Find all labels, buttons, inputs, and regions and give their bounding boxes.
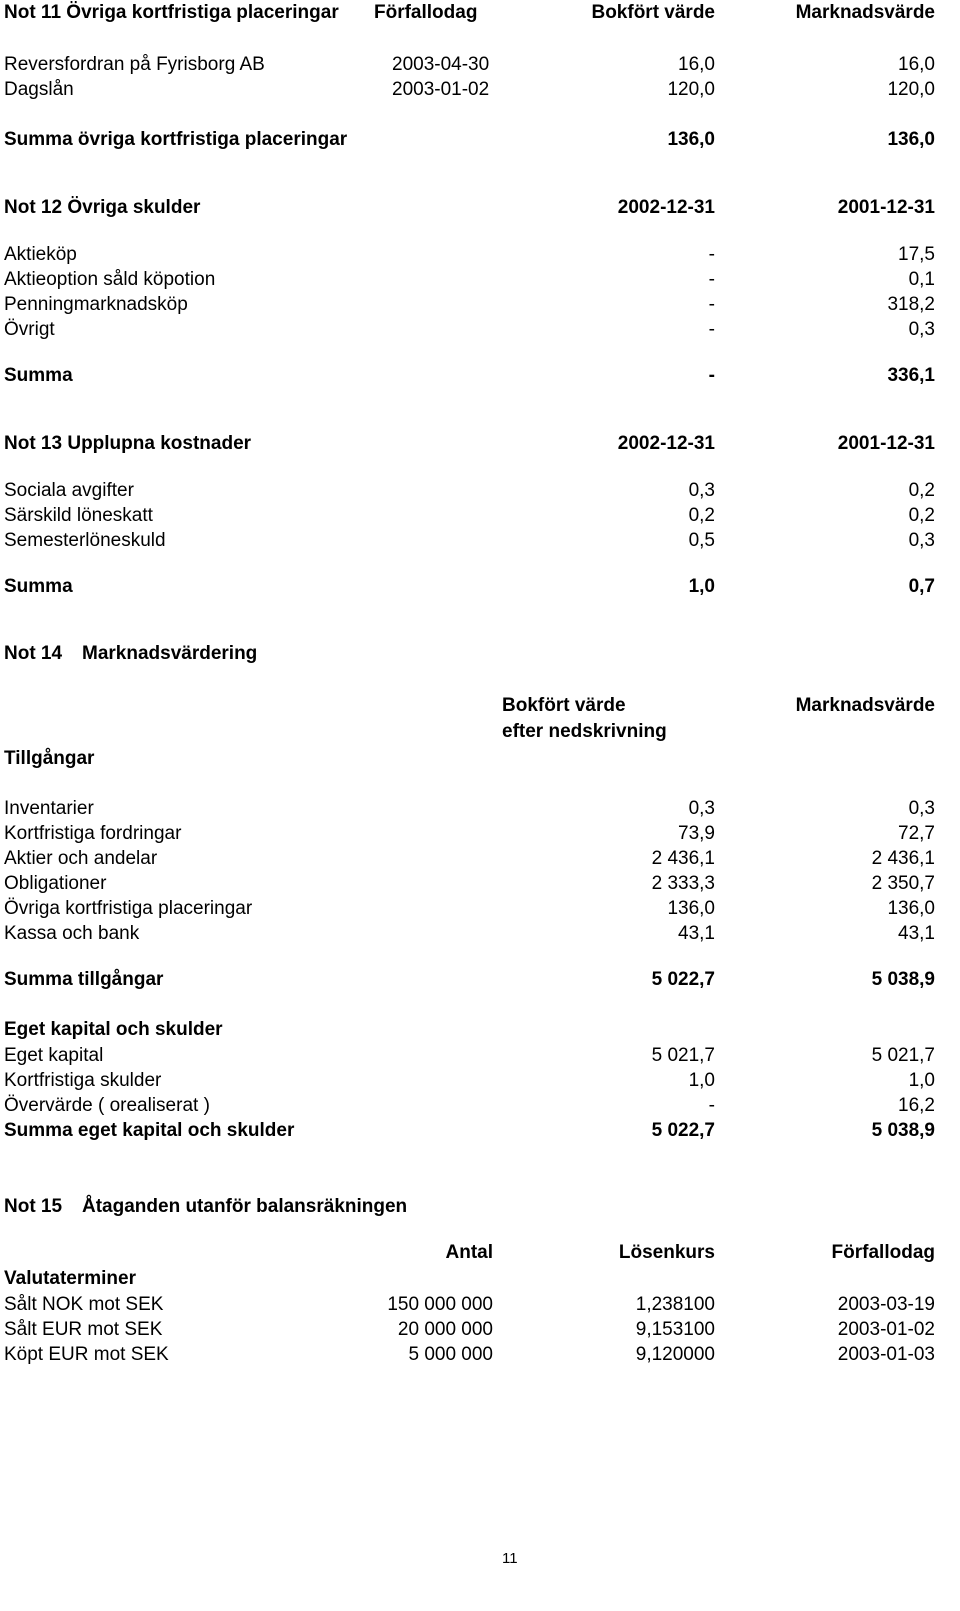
note15-row-strike: 9,153100 xyxy=(635,1319,715,1340)
note14-assets-heading: Tillgångar xyxy=(4,748,95,769)
note15-row-amount: 5 000 000 xyxy=(408,1344,493,1365)
note14-equity-book: 5 021,7 xyxy=(651,1045,715,1066)
note15-title: Åtaganden utanför balansräkningen xyxy=(82,1196,408,1217)
note11-row-book: 120,0 xyxy=(667,79,715,100)
note11-total-label: Summa övriga kortfristiga placeringar xyxy=(4,129,348,150)
note13-col-2001: 2001-12-31 xyxy=(837,433,935,454)
note13-col-2002: 2002-12-31 xyxy=(617,433,715,454)
note14-asset-market: 0,3 xyxy=(908,798,935,819)
note15-row-label: Sålt NOK mot SEK xyxy=(4,1294,164,1315)
note14-asset-label: Övriga kortfristiga placeringar xyxy=(4,898,253,919)
note11-total-book: 136,0 xyxy=(667,129,715,150)
note11-col-book: Bokfört värde xyxy=(591,2,715,23)
note14-asset-label: Kortfristiga fordringar xyxy=(4,823,182,844)
note11-col-market: Marknadsvärde xyxy=(795,2,935,23)
note12-row-2002: - xyxy=(708,244,715,265)
note11-title: Not 11 Övriga kortfristiga placeringar xyxy=(4,2,339,23)
note14-asset-market: 2 436,1 xyxy=(871,848,935,869)
note14-title: Marknadsvärdering xyxy=(82,643,258,664)
note12-title: Not 12 Övriga skulder xyxy=(4,197,201,218)
note13-row-2001: 0,2 xyxy=(908,480,935,501)
note13-row-2001: 0,2 xyxy=(908,505,935,526)
note15-row-due: 2003-01-02 xyxy=(837,1319,935,1340)
note14-equity-total-market: 5 038,9 xyxy=(871,1120,935,1141)
note13-row-2002: 0,5 xyxy=(688,530,715,551)
note14-asset-label: Obligationer xyxy=(4,873,107,894)
note11-row-due: 2003-01-02 xyxy=(392,79,490,100)
note15-row-label: Sålt EUR mot SEK xyxy=(4,1319,163,1340)
note15-row-label: Köpt EUR mot SEK xyxy=(4,1344,169,1365)
note15-col-amount: Antal xyxy=(445,1242,493,1263)
note14-equity-total-book: 5 022,7 xyxy=(651,1120,715,1141)
note15-row-amount: 150 000 000 xyxy=(387,1294,493,1315)
note14-asset-book: 2 333,3 xyxy=(651,873,715,894)
note13-row-label: Särskild löneskatt xyxy=(4,505,153,526)
note14-col-book-line1: Bokfört värde xyxy=(502,695,626,716)
note15-col-due: Förfallodag xyxy=(831,1242,935,1263)
note14-equity-label: Kortfristiga skulder xyxy=(4,1070,162,1091)
note15-row-due: 2003-01-03 xyxy=(837,1344,935,1365)
note12-col-2001: 2001-12-31 xyxy=(837,197,935,218)
note14-asset-market: 43,1 xyxy=(898,923,935,944)
note13-total-2002: 1,0 xyxy=(688,576,715,597)
note12-col-2002: 2002-12-31 xyxy=(617,197,715,218)
note14-assets-total-book: 5 022,7 xyxy=(651,969,715,990)
note15-row-due: 2003-03-19 xyxy=(837,1294,935,1315)
note14-equity-heading: Eget kapital och skulder xyxy=(4,1019,223,1040)
note14-asset-market: 136,0 xyxy=(887,898,935,919)
note14-equity-total-label: Summa eget kapital och skulder xyxy=(4,1120,295,1141)
note15-row-strike: 9,120000 xyxy=(635,1344,715,1365)
note12-row-2001: 0,1 xyxy=(908,269,935,290)
note15-row-amount: 20 000 000 xyxy=(397,1319,493,1340)
note11-row-due: 2003-04-30 xyxy=(392,54,490,75)
note14-equity-book: - xyxy=(708,1095,715,1116)
page-number: 11 xyxy=(502,1550,518,1567)
note12-row-2001: 318,2 xyxy=(887,294,935,315)
note14-asset-book: 0,3 xyxy=(688,798,715,819)
note13-total-label: Summa xyxy=(4,576,73,597)
note12-row-label: Penningmarknadsköp xyxy=(4,294,188,315)
note12-row-2001: 17,5 xyxy=(898,244,935,265)
note11-col-due: Förfallodag xyxy=(374,2,478,23)
note12-total-2001: 336,1 xyxy=(887,365,935,386)
note12-row-label: Aktieoption såld köpotion xyxy=(4,269,216,290)
note14-equity-market: 16,2 xyxy=(898,1095,935,1116)
note15-row-strike: 1,238100 xyxy=(635,1294,715,1315)
note13-row-2002: 0,2 xyxy=(688,505,715,526)
note14-equity-label: Övervärde ( orealiserat ) xyxy=(4,1095,210,1116)
note14-col-market: Marknadsvärde xyxy=(795,695,935,716)
note14-assets-total-market: 5 038,9 xyxy=(871,969,935,990)
note11-row-label: Reversfordran på Fyrisborg AB xyxy=(4,54,265,75)
note11-row-book: 16,0 xyxy=(678,54,715,75)
note12-row-label: Övrigt xyxy=(4,319,55,340)
note12-row-2002: - xyxy=(708,269,715,290)
note14-equity-market: 5 021,7 xyxy=(871,1045,935,1066)
note15-col-strike: Lösenkurs xyxy=(618,1242,715,1263)
note14-equity-market: 1,0 xyxy=(908,1070,935,1091)
note12-total-label: Summa xyxy=(4,365,73,386)
note14-asset-market: 2 350,7 xyxy=(871,873,935,894)
note13-row-2002: 0,3 xyxy=(688,480,715,501)
note14-equity-label: Eget kapital xyxy=(4,1045,104,1066)
note13-title: Not 13 Upplupna kostnader xyxy=(4,433,252,454)
note14-asset-book: 43,1 xyxy=(678,923,715,944)
note14-col-book-line2: efter nedskrivning xyxy=(502,721,667,742)
note14-asset-label: Inventarier xyxy=(4,798,94,819)
note14-asset-label: Kassa och bank xyxy=(4,923,140,944)
note15-heading: Valutaterminer xyxy=(4,1268,136,1289)
note14-asset-market: 72,7 xyxy=(898,823,935,844)
note13-row-label: Semesterlöneskuld xyxy=(4,530,166,551)
note15-number: Not 15 xyxy=(4,1196,63,1217)
note14-asset-label: Aktier och andelar xyxy=(4,848,158,869)
note11-row-market: 16,0 xyxy=(898,54,935,75)
note14-equity-book: 1,0 xyxy=(688,1070,715,1091)
note14-assets-total-label: Summa tillgångar xyxy=(4,969,164,990)
note13-total-2001: 0,7 xyxy=(908,576,935,597)
note13-row-label: Sociala avgifter xyxy=(4,480,134,501)
note11-total-market: 136,0 xyxy=(887,129,935,150)
note14-number: Not 14 xyxy=(4,643,63,664)
note11-row-label: Dagslån xyxy=(4,79,74,100)
note12-total-2002: - xyxy=(708,365,715,386)
note12-row-2002: - xyxy=(708,319,715,340)
note12-row-label: Aktieköp xyxy=(4,244,77,265)
note11-row-market: 120,0 xyxy=(887,79,935,100)
note14-asset-book: 136,0 xyxy=(667,898,715,919)
note14-asset-book: 73,9 xyxy=(678,823,715,844)
note12-row-2001: 0,3 xyxy=(908,319,935,340)
note13-row-2001: 0,3 xyxy=(908,530,935,551)
note12-row-2002: - xyxy=(708,294,715,315)
note14-asset-book: 2 436,1 xyxy=(651,848,715,869)
